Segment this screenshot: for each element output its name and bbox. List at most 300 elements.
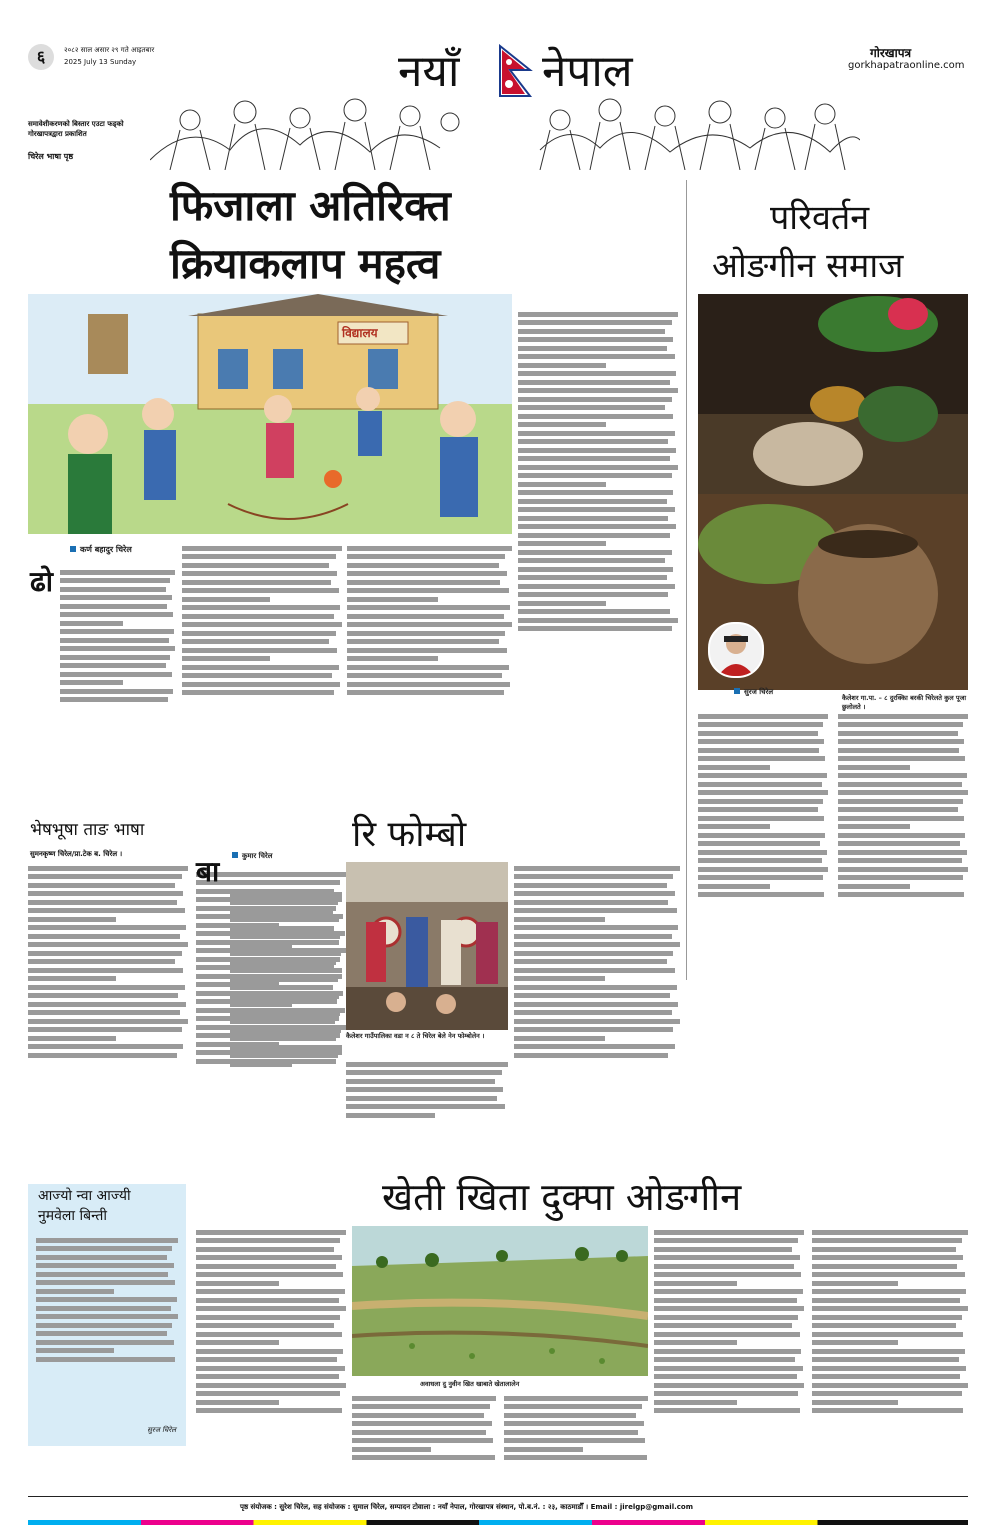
rfombo-byline: कुमार चिरेल [232,852,273,861]
text-line [28,959,175,964]
text-line [514,1010,672,1015]
text-line [518,312,678,317]
text-line [230,960,336,965]
field-photo-caption: अवाधला दु नुवीन खित खाबाते खेतालालेन [420,1380,520,1388]
text-line [347,639,499,644]
text-line [654,1289,803,1294]
text-line [812,1383,968,1388]
date-english: 2025 July 13 Sunday [64,58,137,66]
text-line [347,665,509,670]
text-line [347,690,504,695]
text-line [182,597,270,602]
text-line [838,892,964,897]
text-line [518,363,606,368]
text-line [504,1455,647,1460]
publisher-name: गोरखापत्र [870,46,912,60]
festival-photo-caption: कैलेशर गाउँपालिका वडा न ८ ते चिरेल बेले नेन फोम्बोलेन । [346,1032,485,1040]
text-line [504,1413,636,1418]
text-line [230,892,342,897]
text-line [196,1238,340,1243]
text-line [60,663,166,668]
rfombo-body-col2 [346,1058,508,1148]
right-headline-line2: ओङगीन समाज [712,246,904,286]
text-line [812,1247,956,1252]
main-body-col3 [347,542,512,762]
text-line [196,1281,279,1286]
text-line [346,1096,497,1101]
text-line [196,1323,334,1328]
rfombo-headline: रि फोम्बो [352,814,467,855]
text-line [698,714,828,719]
text-line [28,993,178,998]
text-line [352,1404,490,1409]
text-line [230,909,333,914]
text-line [514,883,667,888]
right-byline: सुरज चिरेल [734,688,773,697]
text-line [230,1002,292,1007]
text-line [654,1281,737,1286]
text-line [518,550,672,555]
text-line [36,1348,114,1353]
rfombo-body-col1 [196,888,342,1148]
text-line [182,631,336,636]
text-line [518,439,668,444]
text-line [838,790,968,795]
text-line [504,1421,644,1426]
text-line [518,601,606,606]
text-line [60,646,175,651]
text-line [60,672,172,677]
text-line [36,1280,175,1285]
text-line [812,1391,962,1396]
main-body-col4 [518,308,678,768]
text-line [28,900,177,905]
text-line [812,1340,898,1345]
text-line [347,682,510,687]
text-line [838,722,963,727]
text-line [812,1289,966,1294]
text-line [518,524,676,529]
text-line [504,1447,583,1452]
poem-signature: सुरज चिरेल [147,1426,176,1434]
text-line [654,1332,800,1337]
text-line [196,1332,342,1337]
text-line [654,1255,800,1260]
text-line [514,934,672,939]
text-line [812,1238,962,1243]
text-line [698,739,824,744]
text-line [346,1113,435,1118]
farm-body-col1 [196,1226,346,1490]
text-line [182,605,340,610]
text-line [654,1408,800,1413]
text-line [514,900,668,905]
text-line [230,1028,341,1033]
text-line [60,595,172,600]
text-line [60,587,166,592]
text-line [230,926,334,931]
text-line [182,571,337,576]
text-line [514,866,680,871]
text-line [28,883,175,888]
text-line [514,1053,668,1058]
text-line [28,1019,188,1024]
text-line [518,388,678,393]
text-line [698,790,828,795]
text-line [698,850,827,855]
text-line [36,1357,175,1362]
text-line [518,465,678,470]
text-line [698,833,825,838]
text-line [514,993,670,998]
text-line [518,473,672,478]
text-line [352,1430,486,1435]
text-line [230,985,333,990]
text-line [518,380,670,385]
dress-byline: सुमनकृष्ण चिरेल/प्रा.टेक ब. चिरेल । [30,850,123,858]
text-line [518,584,675,589]
text-line [518,414,673,419]
text-line [28,942,188,947]
text-line [514,917,605,922]
text-line [838,773,967,778]
text-line [60,621,123,626]
text-line [347,546,512,551]
text-line [812,1230,968,1235]
text-line [196,1366,345,1371]
text-line [230,943,292,948]
text-line [654,1400,737,1405]
text-line [347,554,505,559]
text-line [230,1036,336,1041]
text-line [654,1366,803,1371]
main-body-col1 [30,566,175,762]
text-line [514,1002,678,1007]
text-line [36,1289,114,1294]
text-line [514,925,678,930]
text-line [28,866,188,871]
text-line [514,891,675,896]
text-line [518,448,676,453]
text-line [352,1438,493,1443]
text-line [518,422,606,427]
text-line [347,648,507,653]
text-line [28,1036,116,1041]
text-line [514,1036,605,1041]
text-line [698,867,828,872]
text-line [812,1264,957,1269]
masthead-crowd-illustration [150,60,860,170]
masthead-title-left: नयाँ [398,46,460,97]
text-line [812,1366,966,1371]
text-line [518,346,667,351]
text-line [838,739,964,744]
text-line [838,841,960,846]
text-line [347,563,499,568]
text-line [838,816,964,821]
text-line [230,968,342,973]
text-line [518,592,668,597]
text-line [196,1298,339,1303]
text-line [838,884,910,889]
text-line [196,1374,339,1379]
text-line [518,456,670,461]
text-line [698,765,770,770]
text-line [812,1315,962,1320]
text-line [698,731,818,736]
text-line [60,629,174,634]
text-line [654,1298,797,1303]
text-line [698,756,825,761]
text-line [504,1396,648,1401]
text-line [347,605,510,610]
text-line [182,665,339,670]
text-line [36,1331,167,1336]
text-line [347,614,504,619]
page-number-badge: ६ [28,44,54,70]
text-line [518,516,668,521]
text-line [518,618,678,623]
text-line [230,951,341,956]
text-line [182,614,334,619]
text-line [518,499,667,504]
text-line [28,1044,183,1049]
text-line [698,841,820,846]
text-line [182,656,270,661]
tagline: समावेशीकरणको बिस्तार एउटा फड्को [28,120,124,128]
text-line [518,329,665,334]
text-line [36,1263,174,1268]
text-line [654,1340,737,1345]
text-line [698,782,822,787]
text-line [698,858,822,863]
text-line [60,697,168,702]
text-line [518,482,606,487]
text-line [504,1430,638,1435]
text-line [182,546,342,551]
text-line [812,1272,965,1277]
text-line [838,875,963,880]
text-line [36,1272,168,1277]
text-line [182,622,342,627]
text-line [60,578,170,583]
text-line [347,597,438,602]
text-line [196,1383,346,1388]
text-line [196,1400,279,1405]
text-line [352,1447,431,1452]
text-line [654,1383,804,1388]
dress-body-col1 [28,862,188,1148]
farm-body-col4 [654,1226,804,1490]
text-line [28,1002,186,1007]
text-line [28,951,182,956]
text-line [182,639,329,644]
text-line [347,571,507,576]
text-line [346,1087,503,1092]
text-line [838,807,958,812]
farm-body-col5 [812,1226,968,1490]
text-line [230,934,340,939]
text-line [347,588,509,593]
text-line [654,1374,797,1379]
right-body-col2 [838,710,968,978]
text-line [812,1408,963,1413]
text-line [182,682,340,687]
text-line [196,1349,343,1354]
website[interactable]: gorkhapatraonline.com [848,60,965,71]
text-line [838,731,958,736]
text-line [518,626,672,631]
text-line [196,1340,279,1345]
text-line [60,604,167,609]
text-line [654,1323,792,1328]
text-line [514,874,673,879]
text-line [698,824,770,829]
text-line [514,1019,680,1024]
text-line [838,765,910,770]
text-line [812,1298,960,1303]
text-line [698,748,819,753]
text-line [698,892,824,897]
text-line [654,1391,798,1396]
text-line [514,976,605,981]
text-line [28,908,185,913]
text-line [504,1438,645,1443]
text-line [28,917,116,922]
text-line [60,638,169,643]
text-line [654,1315,798,1320]
text-line [698,773,827,778]
farm-body-col3 [504,1392,648,1490]
text-line [28,891,183,896]
text-line [698,807,818,812]
field-photo [352,1226,648,1376]
text-line [352,1455,495,1460]
text-line [838,867,968,872]
text-line [196,1272,343,1277]
text-line [182,588,339,593]
text-line [196,1357,337,1362]
poem-title-line1: आज्यो न्वा आज्यी [38,1188,131,1204]
text-line [36,1297,177,1302]
text-line [230,1011,340,1016]
text-line [514,951,673,956]
school-illustration [28,294,512,534]
text-line [838,714,968,719]
rfombo-body-col3 [514,862,680,1148]
text-line [182,648,337,653]
text-line [518,609,670,614]
text-line [28,968,183,973]
text-line [518,431,675,436]
text-line [196,1264,336,1269]
poem-body [36,1234,178,1420]
text-line [654,1247,792,1252]
text-line [352,1413,484,1418]
text-line [347,656,438,661]
section-label: चिरेल भाषा पृष्ठ [28,152,74,161]
text-line [698,799,823,804]
text-line [230,1045,342,1050]
text-line [518,371,676,376]
date-nepali: २०८२ साल असार २९ गते आइतबार [64,46,155,54]
text-line [812,1332,963,1337]
text-line [196,1247,334,1252]
text-line [698,816,824,821]
text-line [196,1289,345,1294]
poem-title-line2: नुमवेला बिन्ती [38,1208,108,1224]
text-line [838,824,910,829]
text-line [654,1306,804,1311]
footer-credits: पृष्ठ संयोजक : सुरेश चिरेल, सह संयोजक : सुमाल चिरेल, सम्पादन टोवाला : नयाँ नेपाल, गोरखापत्र संस्थान, पो.ब.नं. : २३, काठमाडौँ । Email : jirelgp@gmail.com [240,1503,694,1511]
text-line [36,1314,178,1319]
text-line [514,968,675,973]
text-line [196,1306,346,1311]
text-line [812,1357,959,1362]
text-line [28,1053,177,1058]
text-line [60,612,173,617]
text-line [518,354,675,359]
rfombo-dropcap: बा [196,855,220,888]
text-line [518,558,665,563]
text-line [28,874,182,879]
text-line [518,405,665,410]
main-headline-line2: क्रियाकलाप महत्व [170,239,441,288]
text-line [182,673,332,678]
text-line [196,1391,340,1396]
text-line [36,1306,171,1311]
text-line [654,1357,795,1362]
text-line [812,1323,956,1328]
text-line [812,1281,898,1286]
farm-headline: खेती खिता दुक्पा ओङगीन [382,1175,742,1219]
text-line [838,756,965,761]
text-line [196,1315,340,1320]
right-body-col1 [698,710,828,978]
text-line [230,994,339,999]
dress-headline: भेषभूषा ताङ भाषा [30,820,145,840]
column-divider [686,180,687,980]
text-line [812,1400,898,1405]
poem-sidebar [28,1184,186,1446]
text-line [60,689,173,694]
text-line [838,748,959,753]
text-line [196,1255,342,1260]
text-line [346,1079,495,1084]
text-line [698,884,770,889]
main-dropcap: ढो [30,565,54,598]
text-line [518,320,672,325]
masthead-title-right: नेपाल [542,46,633,97]
text-line [230,917,339,922]
text-line [698,875,823,880]
right-headline-line1: परिवर्तन [770,198,870,238]
text-line [812,1306,968,1311]
text-line [347,673,502,678]
text-line [36,1323,172,1328]
text-line [514,1044,675,1049]
text-line [518,397,672,402]
text-line [36,1255,167,1260]
text-line [60,680,123,685]
text-line [518,533,670,538]
text-line [518,575,667,580]
text-line [28,1010,180,1015]
text-line [514,942,680,947]
text-line [504,1404,642,1409]
text-line [518,541,606,546]
text-line [230,1019,335,1024]
